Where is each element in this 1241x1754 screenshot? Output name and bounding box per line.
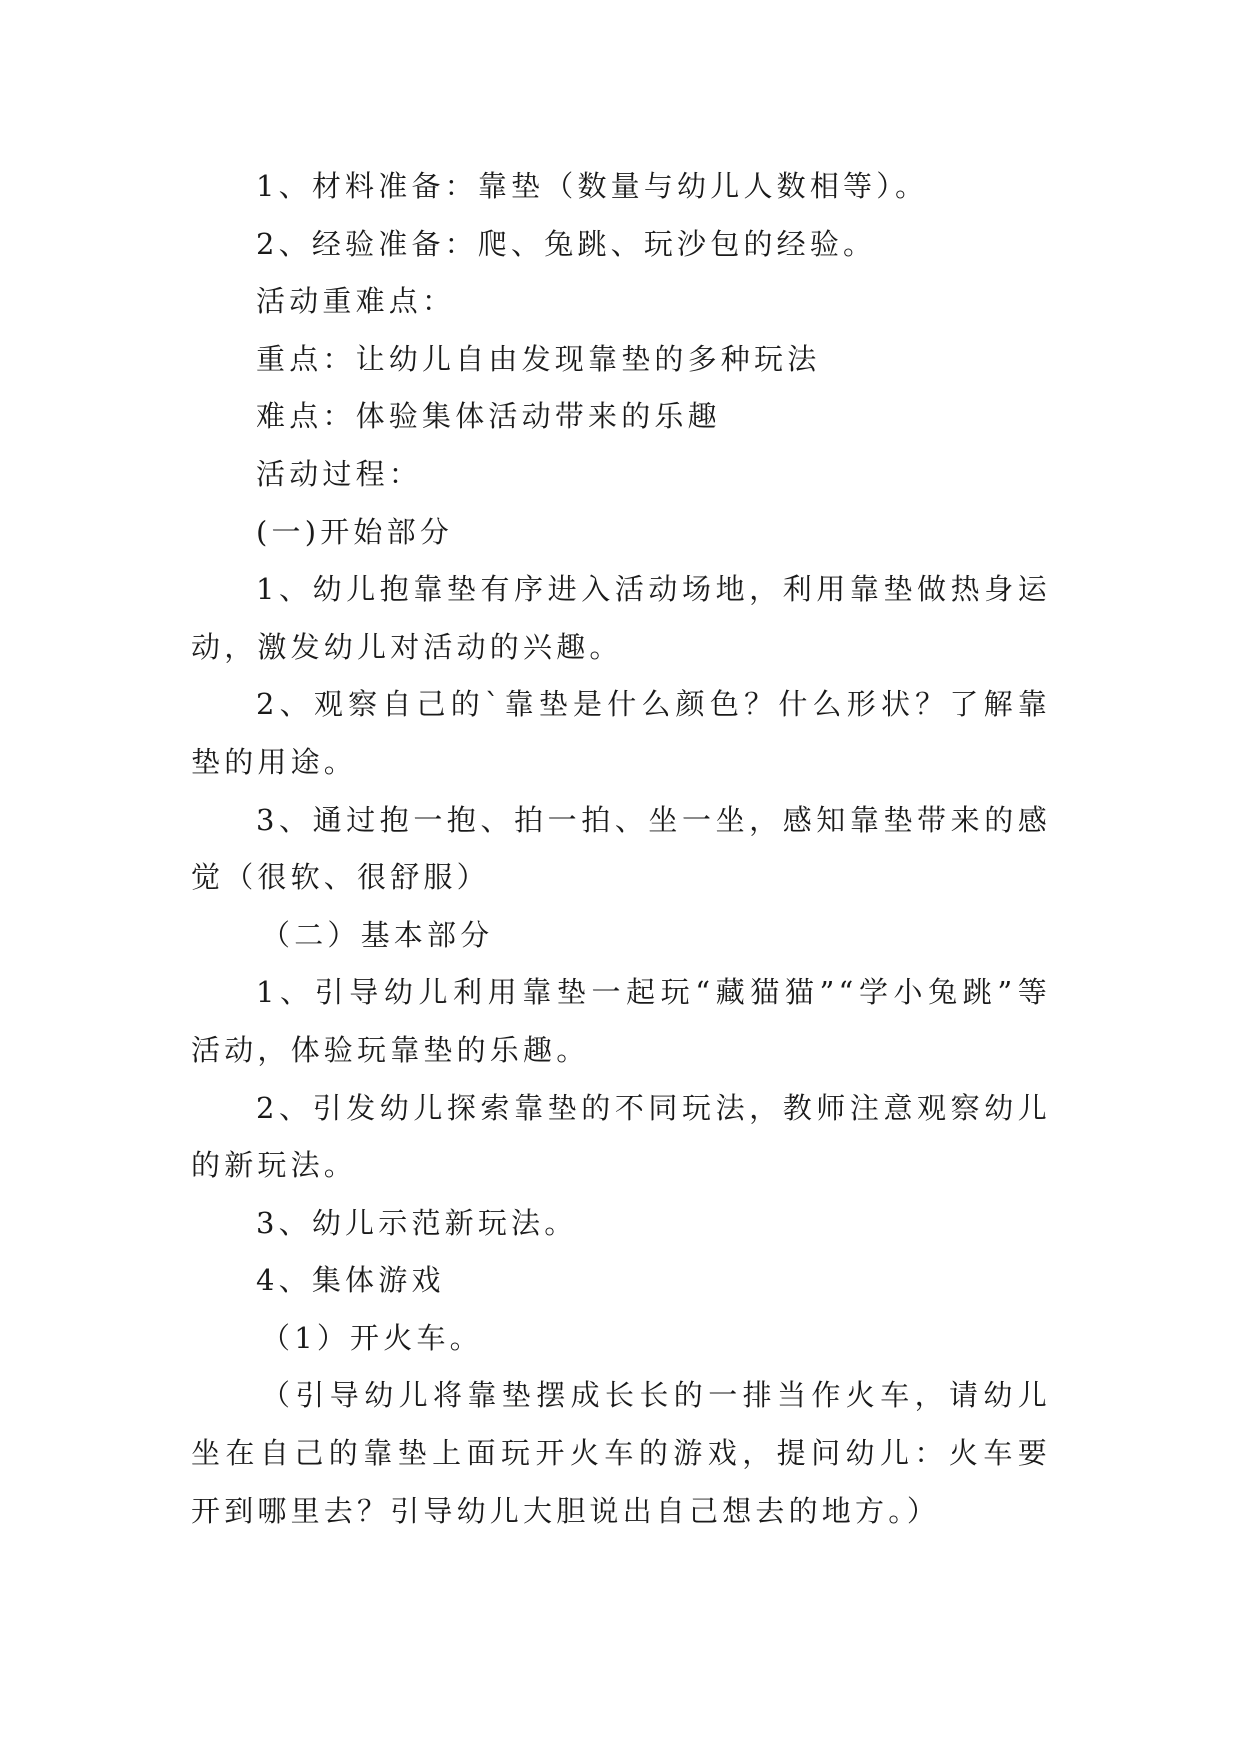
paragraph-experience-prep: 2、经验准备：爬、兔跳、玩沙包的经验。 [256,226,877,261]
paragraph-train-game-description: （引导幼儿将靠垫摆成长长的一排当作火车，请幼儿坐在自己的靠垫上面玩开火车的游戏，提问幼儿：火车要开到哪里去？引导幼儿大胆说出自己想去的地方。） [191,1378,1051,1528]
paragraph-opening-step-1: 1、幼儿抱靠垫有序进入活动场地，利用靠垫做热身运动，激发幼儿对活动的兴趣。 [191,572,1051,664]
paragraph-basic-step-4: 4、集体游戏 [256,1263,445,1298]
paragraph-basic-step-3: 3、幼儿示范新玩法。 [256,1205,578,1240]
paragraph-material-prep: 1、材料准备：靠垫（数量与幼儿人数相等）。 [256,169,929,203]
paragraph-basic-step-1: 1、引导幼儿利用靠垫一起玩“藏猫猫”“学小兔跳”等活动，体验玩靠垫的乐趣。 [191,975,1051,1067]
paragraph-basic-step-2: 2、引发幼儿探索靠垫的不同玩法，教师注意观察幼儿的新玩法。 [191,1090,1051,1183]
paragraph-opening-step-2: 2、观察自己的`靠垫是什么颜色？什么形状？了解靠垫的用途。 [191,687,1051,779]
paragraph-difficulty: 难点：体验集体活动带来的乐趣 [256,399,721,434]
heading-key-difficulties: 活动重难点： [256,284,456,319]
heading-train-game: （1）开火车。 [261,1320,483,1355]
paragraph-opening-step-3: 3、通过抱一抱、拍一拍、坐一坐，感知靠垫带来的感觉（很软、很舒服） [191,802,1051,895]
heading-opening-part: (一)开始部分 [256,514,454,549]
paragraph-key-point: 重点：让幼儿自由发现靠垫的多种玩法 [256,341,821,376]
heading-basic-part: （二）基本部分 [261,917,494,952]
heading-activity-process: 活动过程： [256,456,423,491]
document-body [191,158,1051,1540]
